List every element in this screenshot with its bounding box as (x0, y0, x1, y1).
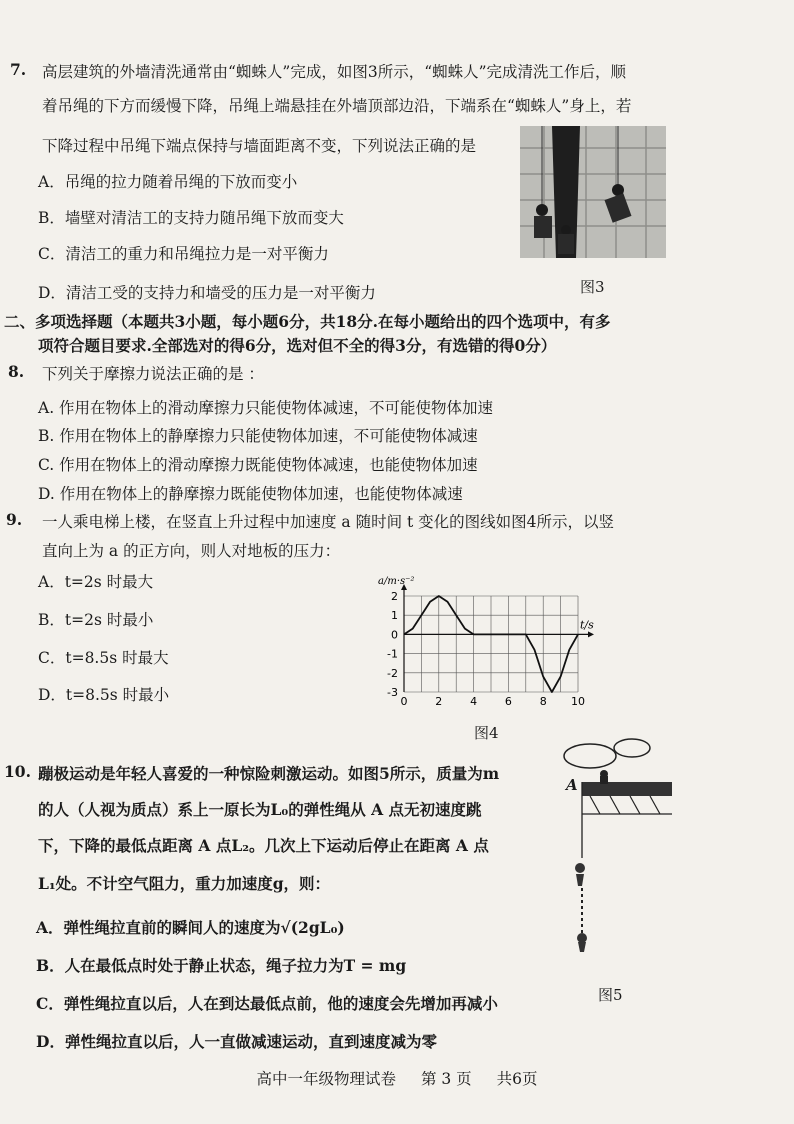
x-tick-label: 8 (539, 695, 547, 708)
q8-number: 8. (8, 362, 25, 381)
q7-option-d: D．清洁工受的支持力和墙受的压力是一对平衡力 (38, 284, 376, 302)
q7-stem-line3: 下降过程中吊绳下端点保持与墙面距离不变，下列说法正确的是 (42, 137, 477, 155)
x-tick-label: 6 (504, 695, 512, 708)
y-tick-label: -1 (387, 647, 398, 661)
q10-option-b: B．人在最低点时处于静止状态，绳子拉力为T = mg (36, 956, 407, 975)
x-axis-label: t/s (580, 618, 594, 632)
q9-stem-line1: 一人乘电梯上楼，在竖直上升过程中加速度 a 随时间 t 变化的图线如图4所示，以竖 (42, 513, 615, 531)
q10-stem-line1: 蹦极运动是年轻人喜爱的一种惊险刺激运动。如图5所示，质量为m (38, 764, 500, 783)
x-tick-label: 0 (400, 695, 408, 708)
footer-total-pages: 共6页 (496, 1070, 538, 1088)
q9-stem-line2: 直向上为 a 的正方向，则人对地板的压力： (42, 542, 341, 560)
y-tick-label: -2 (387, 666, 398, 680)
q10-number: 10. (4, 762, 31, 781)
q9-option-a: A．t=2s 时最大 (38, 573, 154, 591)
x-tick-label: 10 (571, 695, 585, 708)
q10-stem-line3: 下，下降的最低点距离 A 点L₂。几次上下运动后停止在距离 A 点 (38, 836, 489, 855)
y-tick-label: 0 (391, 628, 398, 642)
q9-option-b: B．t=2s 时最小 (38, 611, 154, 629)
q7-option-c: C．清洁工的重力和吊绳拉力是一对平衡力 (38, 245, 329, 263)
q9-option-d: D．t=8.5s 时最小 (38, 686, 170, 704)
q7-option-a: A．吊绳的拉力随着吊绳的下放而变小 (38, 173, 298, 191)
x-tick-label: 2 (435, 695, 443, 708)
section2-heading-cont: 项符合题目要求.全部选对的得6分，选对但不全的得3分，有选错的得0分） (38, 336, 557, 355)
q9-option-c: C．t=8.5s 时最大 (38, 649, 169, 667)
footer-page-number: 第 3 页 (420, 1070, 472, 1088)
q10-option-d: D．弹性绳拉直以后，人一直做减速运动，直到速度减为零 (36, 1032, 437, 1051)
figure5-caption: 图5 (598, 986, 623, 1004)
q10-option-c: C．弹性绳拉直以后，人在到达最低点前，他的速度会先增加再减小 (36, 994, 498, 1013)
figure4-chart (362, 572, 602, 714)
y-axis-label: a/m·s⁻² (378, 576, 415, 587)
x-tick-label: 4 (470, 695, 478, 708)
y-tick-label: -3 (387, 686, 398, 699)
q8-option-c: C. 作用在物体上的滑动摩擦力既能使物体减速，也能使物体加速 (38, 456, 478, 474)
figure5-point-a-label: A (566, 776, 578, 794)
figure5-bungee (560, 738, 674, 958)
q7-option-b: B．墙壁对清洁工的支持力随吊绳下放而变大 (38, 209, 344, 227)
q7-number: 7. (10, 60, 27, 79)
figure4-caption: 图4 (474, 724, 499, 742)
q10-stem-line4: L₁处。不计空气阻力，重力加速度g，则： (38, 874, 331, 893)
q8-option-a: A. 作用在物体上的滑动摩擦力只能使物体减速，不可能使物体加速 (38, 399, 494, 417)
page-footer (0, 1067, 794, 1089)
q8-stem: 下列关于摩擦力说法正确的是 ： (42, 365, 264, 383)
q8-option-b: B. 作用在物体上的静摩擦力只能使物体加速，不可能使物体减速 (38, 427, 478, 445)
figure3-photo (520, 126, 666, 258)
figure3-caption: 图3 (580, 278, 605, 296)
section2-heading: 二、多项选择题（本题共3小题，每小题6分，共18分.在每小题给出的四个选项中，有多 (4, 312, 611, 331)
q10-stem-line2: 的人（人视为质点）系上一原长为L₀的弹性绳从 A 点无初速度跳 (38, 800, 482, 819)
footer-exam-title: 高中一年级物理试卷 (256, 1070, 397, 1088)
x-axis-arrow (588, 631, 594, 637)
q9-number: 9. (6, 510, 23, 529)
y-tick-label: 2 (391, 590, 398, 603)
q7-stem-line1: 高层建筑的外墙清洗通常由“蜘蛛人”完成，如图3所示，“蜘蛛人”完成清洗工作后，顺 (42, 63, 627, 81)
y-tick-label: 1 (391, 609, 398, 623)
q7-stem-line2: 着吊绳的下方而缓慢下降，吊绳上端悬挂在外墙顶部边沿，下端系在“蜘蛛人”身上，若 (42, 97, 632, 115)
q8-option-d: D. 作用在物体上的静摩擦力既能使物体加速，也能使物体减速 (38, 485, 463, 503)
q10-option-a: A．弹性绳拉直前的瞬间人的速度为√(2gL₀) (36, 918, 345, 937)
